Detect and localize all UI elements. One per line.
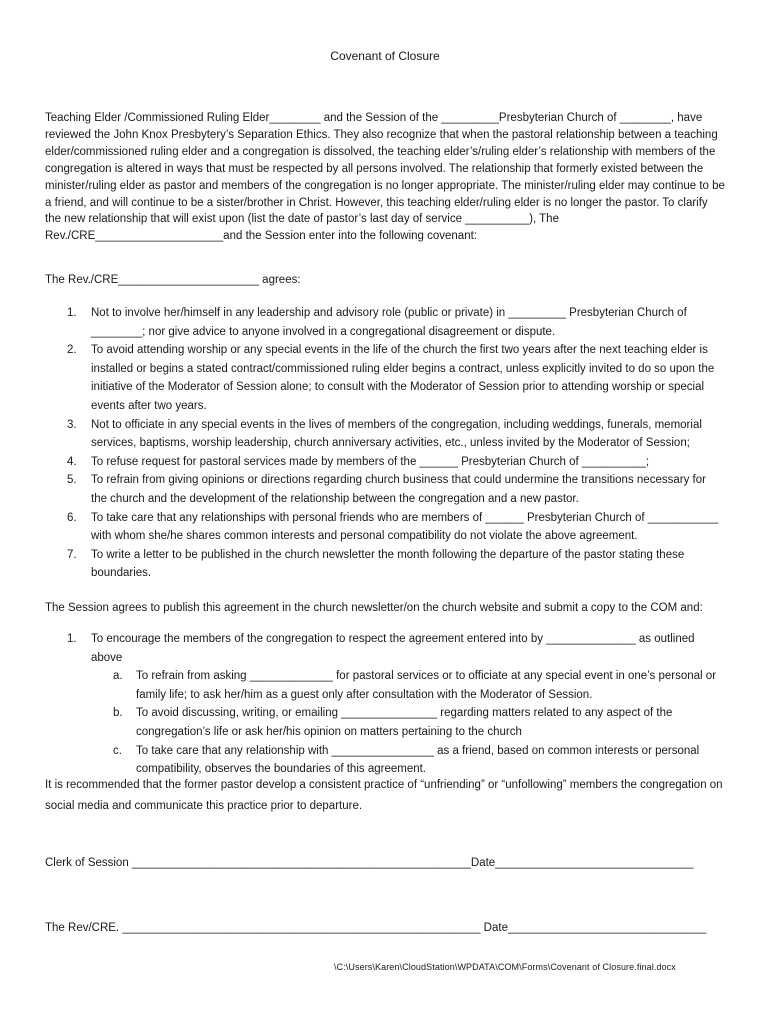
item-number: 5. bbox=[67, 474, 77, 487]
list-item bbox=[45, 453, 725, 472]
rev-agrees-line: The Rev./CRE______________________ agrees: bbox=[45, 274, 301, 286]
intro-paragraph: Teaching Elder /Commissioned Ruling Elder________ and the Session of the _________Presbyterian Church of ________, have reviewed the John Knox Presbytery’s Separation Ethics. They also recognize that when the pastoral relationship between a teaching elder/commissioned ruling elder and a congregation is dissolved, the teaching elder’s/ruling elder’s relationship with members of the congregation is altered in ways that must be respected by all persons involved. The relationship that formerly existed between the minister/ruling elder as pastor and members of the congregation is no longer appropriate. The minister/ruling elder may continue to be a friend, and will continue to be a sister/brother in Christ. However, this teaching elder/ruling elder is no longer the pastor. To clarify the new relationship that will exist upon (list the date of pastor’s last day of service __________), The Rev./CRE____________________and the Session enter into the following covenant: bbox=[45, 112, 725, 243]
file-path-footer: \C:\Users\Karen\CloudStation\WPDATA\COM\Forms\Covenant of Closure.final.docx bbox=[334, 962, 676, 972]
item-text: To avoid attending worship or any special events in the life of the church the first two years after the next teaching elder is installed or begins a stated contract/commissioned ruling elder begins a contract, unless explicitly invited to do so upon the initiative of the Moderator of Session alone; to consult with the Moderator of Session prior to attending worship or special events after two years. bbox=[91, 344, 715, 412]
item-number: 6. bbox=[67, 511, 77, 524]
session-agrees-line: The Session agrees to publish this agreement in the church newsletter/on the church website and submit a copy to the COM and: bbox=[45, 602, 703, 614]
list-item bbox=[45, 471, 725, 508]
item-text: To take care that any relationships with personal friends who are members of ______ Presbyterian Church of ___________ with whom she/he shares common interests and personal compatibility do not violate the above agreement. bbox=[91, 511, 719, 543]
item-number: 3. bbox=[67, 418, 77, 431]
list-item bbox=[45, 416, 725, 453]
sub-item-text: To take care that any relationship with ________________ as a friend, based on common interests or personal compatibility, observes the boundaries of this agreement. bbox=[136, 744, 700, 776]
recommendation-paragraph: It is recommended that the former pastor develop a consistent practice of “unfriending” or “unfollowing” members the congregation on social media and communicate this practice prior to departure. bbox=[45, 779, 723, 812]
item-number: 2. bbox=[67, 344, 77, 357]
rev-signature-line: The Rev/CRE. ________________________________________________________ Date_______________________________ bbox=[45, 922, 707, 934]
item-text: To refuse request for pastoral services made by members of the ______ Presbyterian Church of __________; bbox=[91, 455, 650, 468]
item-number: 1. bbox=[67, 307, 77, 319]
list-item bbox=[45, 546, 725, 583]
item-text: Not to involve her/himself in any leadership and advisory role (public or private) in _________ Presbyterian Church of ________; nor give advice to anyone involved in a congregational disagreement or dispute. bbox=[91, 307, 687, 338]
sub-list-item bbox=[91, 704, 725, 741]
sub-list-item bbox=[91, 742, 725, 779]
item-text: To encourage the members of the congregation to respect the agreement entered into by ______________ as outlined above bbox=[91, 633, 695, 664]
list-item bbox=[45, 341, 725, 415]
item-text: To refrain from giving opinions or directions regarding church business that could undermine the transitions necessary for the church and the development of the relationship between the congregation and a new pastor. bbox=[91, 474, 706, 505]
item-number: 1. bbox=[67, 633, 77, 645]
item-text: To write a letter to be published in the church newsletter the month following the departure of the pastor stating these boundaries. bbox=[91, 548, 685, 580]
sub-item-letter: b. bbox=[113, 707, 123, 720]
sub-item-letter: c. bbox=[113, 744, 122, 757]
sub-item-letter: a. bbox=[113, 670, 123, 683]
list-item bbox=[45, 630, 725, 779]
item-number: 4. bbox=[67, 455, 77, 468]
sub-list bbox=[91, 667, 725, 779]
list-item bbox=[45, 509, 725, 546]
item-text: Not to officiate in any special events in the lives of members of the congregation, including weddings, funerals, memorial services, baptisms, worship leadership, church anniversary activities, etc., unless invited by the Moderator of Session; bbox=[91, 418, 702, 450]
list-item bbox=[45, 304, 725, 341]
sub-item-text: To refrain from asking _____________ for pastoral services or to officiate at any special event in one’s personal or family life; to ask her/him as a guest only after consultation with the Moderator of Session. bbox=[136, 670, 717, 701]
clerk-signature-line: Clerk of Session _____________________________________________________Date_______________________________ bbox=[45, 857, 694, 869]
document-title: Covenant of Closure bbox=[330, 49, 440, 63]
sub-item-text: To avoid discussing, writing, or emailing _______________ regarding matters related to any aspect of the congregation’s life or ask her/his opinion on matters pertaining to the church bbox=[136, 707, 673, 738]
rev-agreement-list bbox=[45, 304, 725, 583]
session-agreement-list bbox=[45, 630, 725, 779]
sub-list-item bbox=[91, 667, 725, 704]
item-number: 7. bbox=[67, 548, 77, 561]
